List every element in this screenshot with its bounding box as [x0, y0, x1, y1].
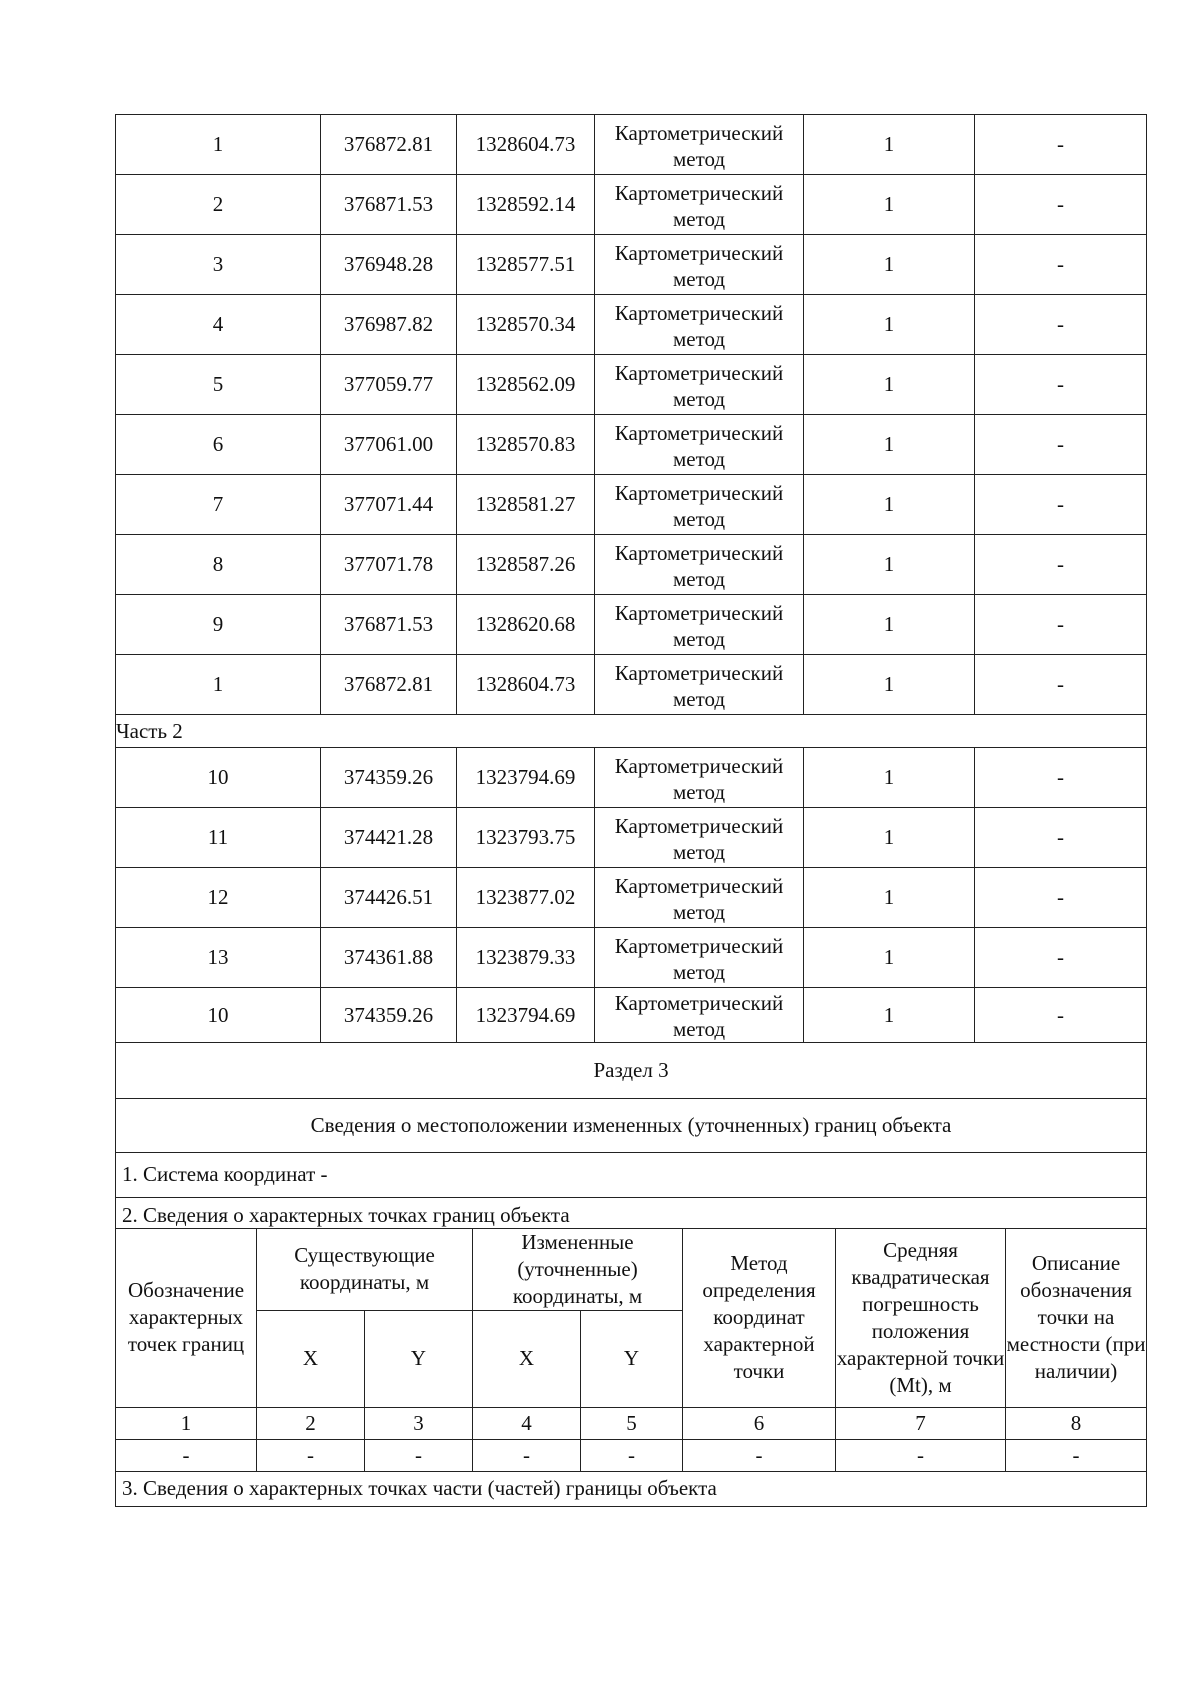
- empty-cell: -: [581, 1439, 683, 1471]
- header-existing-coords: Существующие координаты, м: [257, 1228, 473, 1310]
- description-cell: -: [975, 748, 1147, 808]
- y-coordinate-cell: 1323794.69: [457, 988, 595, 1043]
- table-row: [116, 355, 1147, 415]
- y-coordinate-cell: 1328570.34: [457, 295, 595, 355]
- accuracy-cell: 1: [804, 175, 975, 235]
- point-number-cell: 6: [116, 415, 321, 475]
- point-number-cell: 13: [116, 928, 321, 988]
- y-coordinate-cell: 1328577.51: [457, 235, 595, 295]
- y-coordinate-cell: 1323877.02: [457, 868, 595, 928]
- x-coordinate-cell: 376872.81: [321, 115, 457, 175]
- description-cell: -: [975, 655, 1147, 715]
- col-number: 8: [1006, 1407, 1147, 1439]
- method-cell: Картометрический метод: [595, 415, 804, 475]
- accuracy-cell: 1: [804, 928, 975, 988]
- method-cell: Картометрический метод: [595, 928, 804, 988]
- accuracy-cell: 1: [804, 115, 975, 175]
- section-subtitle: Сведения о местоположении измененных (уточненных) границ объекта: [116, 1098, 1147, 1152]
- col-number: 6: [683, 1407, 836, 1439]
- table-row: [116, 928, 1147, 988]
- description-cell: -: [975, 988, 1147, 1043]
- accuracy-cell: 1: [804, 415, 975, 475]
- table-row: [116, 808, 1147, 868]
- x-coordinate-cell: 376987.82: [321, 295, 457, 355]
- description-cell: -: [975, 235, 1147, 295]
- table-row: [116, 415, 1147, 475]
- accuracy-cell: 1: [804, 655, 975, 715]
- method-cell: Картометрический метод: [595, 808, 804, 868]
- description-cell: -: [975, 475, 1147, 535]
- description-cell: -: [975, 595, 1147, 655]
- header-designation: Обозначение характерных точек границ: [116, 1228, 257, 1407]
- point-number-cell: 7: [116, 475, 321, 535]
- accuracy-cell: 1: [804, 808, 975, 868]
- y-coordinate-cell: 1328581.27: [457, 475, 595, 535]
- empty-cell: -: [116, 1439, 257, 1471]
- point-number-cell: 10: [116, 748, 321, 808]
- x-coordinate-cell: 377071.44: [321, 475, 457, 535]
- x-coordinate-cell: 374359.26: [321, 748, 457, 808]
- table-row: [116, 748, 1147, 808]
- method-cell: Картометрический метод: [595, 175, 804, 235]
- header-accuracy: Средняя квадратическая погрешность положения характерной точки (Mt), м: [836, 1228, 1006, 1407]
- method-cell: Картометрический метод: [595, 115, 804, 175]
- table-row: [116, 988, 1147, 1043]
- x-coordinate-cell: 374359.26: [321, 988, 457, 1043]
- method-cell: Картометрический метод: [595, 235, 804, 295]
- document-page: [115, 114, 1146, 1507]
- point-number-cell: 4: [116, 295, 321, 355]
- accuracy-cell: 1: [804, 295, 975, 355]
- description-cell: -: [975, 868, 1147, 928]
- section-title: Раздел 3: [116, 1042, 1147, 1098]
- y-coordinate-cell: 1328604.73: [457, 655, 595, 715]
- accuracy-cell: 1: [804, 535, 975, 595]
- y-coordinate-cell: 1328592.14: [457, 175, 595, 235]
- accuracy-cell: 1: [804, 868, 975, 928]
- description-cell: -: [975, 295, 1147, 355]
- x-coordinate-cell: 376948.28: [321, 235, 457, 295]
- accuracy-cell: 1: [804, 988, 975, 1043]
- col-number: 2: [257, 1407, 365, 1439]
- coord-system-line: 1. Система координат -: [116, 1152, 1147, 1197]
- description-cell: -: [975, 535, 1147, 595]
- accuracy-cell: 1: [804, 748, 975, 808]
- part-2-label: Часть 2: [116, 715, 1147, 748]
- table-row: [116, 535, 1147, 595]
- empty-cell: -: [836, 1439, 1006, 1471]
- x-coordinate-cell: 376871.53: [321, 175, 457, 235]
- x-coordinate-cell: 376872.81: [321, 655, 457, 715]
- method-cell: Картометрический метод: [595, 988, 804, 1043]
- col-number: 4: [473, 1407, 581, 1439]
- method-cell: Картометрический метод: [595, 748, 804, 808]
- method-cell: Картометрический метод: [595, 868, 804, 928]
- description-cell: -: [975, 415, 1147, 475]
- x-coordinate-cell: 374361.88: [321, 928, 457, 988]
- table-row: [116, 235, 1147, 295]
- method-cell: Картометрический метод: [595, 655, 804, 715]
- description-cell: -: [975, 355, 1147, 415]
- method-cell: Картометрический метод: [595, 355, 804, 415]
- empty-cell: -: [1006, 1439, 1147, 1471]
- y-coordinate-cell: 1328604.73: [457, 115, 595, 175]
- description-cell: -: [975, 928, 1147, 988]
- y-coordinate-cell: 1323794.69: [457, 748, 595, 808]
- y-coordinate-cell: 1328562.09: [457, 355, 595, 415]
- col-number: 3: [365, 1407, 473, 1439]
- table-row: [116, 475, 1147, 535]
- col-number: 5: [581, 1407, 683, 1439]
- point-number-cell: 3: [116, 235, 321, 295]
- part1-rows: [116, 115, 1147, 715]
- col-number: 7: [836, 1407, 1006, 1439]
- table-row: [116, 595, 1147, 655]
- point-number-cell: 8: [116, 535, 321, 595]
- method-cell: Картометрический метод: [595, 475, 804, 535]
- header-changed-y: Y: [581, 1310, 683, 1407]
- header-existing-y: Y: [365, 1310, 473, 1407]
- empty-cell: -: [683, 1439, 836, 1471]
- point-number-cell: 1: [116, 115, 321, 175]
- header-existing-x: X: [257, 1310, 365, 1407]
- point-number-cell: 12: [116, 868, 321, 928]
- x-coordinate-cell: 377071.78: [321, 535, 457, 595]
- method-cell: Картометрический метод: [595, 535, 804, 595]
- accuracy-cell: 1: [804, 235, 975, 295]
- parts-heading: 3. Сведения о характерных точках части (частей) границы объекта: [116, 1471, 1147, 1506]
- point-number-cell: 2: [116, 175, 321, 235]
- method-cell: Картометрический метод: [595, 595, 804, 655]
- y-coordinate-cell: 1323879.33: [457, 928, 595, 988]
- table-row: [116, 175, 1147, 235]
- accuracy-cell: 1: [804, 355, 975, 415]
- table-row: [116, 115, 1147, 175]
- empty-cell: -: [257, 1439, 365, 1471]
- header-changed-coords: Измененные (уточненные) координаты, м: [473, 1228, 683, 1310]
- table-row: [116, 655, 1147, 715]
- section3-table: [115, 1042, 1147, 1507]
- table-row: [116, 868, 1147, 928]
- point-number-cell: 11: [116, 808, 321, 868]
- point-number-cell: 10: [116, 988, 321, 1043]
- empty-cell: -: [365, 1439, 473, 1471]
- description-cell: -: [975, 175, 1147, 235]
- method-cell: Картометрический метод: [595, 295, 804, 355]
- points-heading: 2. Сведения о характерных точках границ объекта: [116, 1197, 1147, 1228]
- col-number: 1: [116, 1407, 257, 1439]
- table-row: [116, 295, 1147, 355]
- header-method: Метод определения координат характерной точки: [683, 1228, 836, 1407]
- x-coordinate-cell: 374421.28: [321, 808, 457, 868]
- point-number-cell: 9: [116, 595, 321, 655]
- header-description: Описание обозначения точки на местности (при наличии): [1006, 1228, 1147, 1407]
- x-coordinate-cell: 374426.51: [321, 868, 457, 928]
- part2-rows: [116, 748, 1147, 1043]
- point-number-cell: 5: [116, 355, 321, 415]
- y-coordinate-cell: 1328570.83: [457, 415, 595, 475]
- x-coordinate-cell: 377061.00: [321, 415, 457, 475]
- accuracy-cell: 1: [804, 595, 975, 655]
- y-coordinate-cell: 1323793.75: [457, 808, 595, 868]
- y-coordinate-cell: 1328587.26: [457, 535, 595, 595]
- empty-cell: -: [473, 1439, 581, 1471]
- description-cell: -: [975, 808, 1147, 868]
- header-changed-x: X: [473, 1310, 581, 1407]
- x-coordinate-cell: 377059.77: [321, 355, 457, 415]
- x-coordinate-cell: 376871.53: [321, 595, 457, 655]
- point-number-cell: 1: [116, 655, 321, 715]
- accuracy-cell: 1: [804, 475, 975, 535]
- points-table: [115, 114, 1147, 1043]
- y-coordinate-cell: 1328620.68: [457, 595, 595, 655]
- description-cell: -: [975, 115, 1147, 175]
